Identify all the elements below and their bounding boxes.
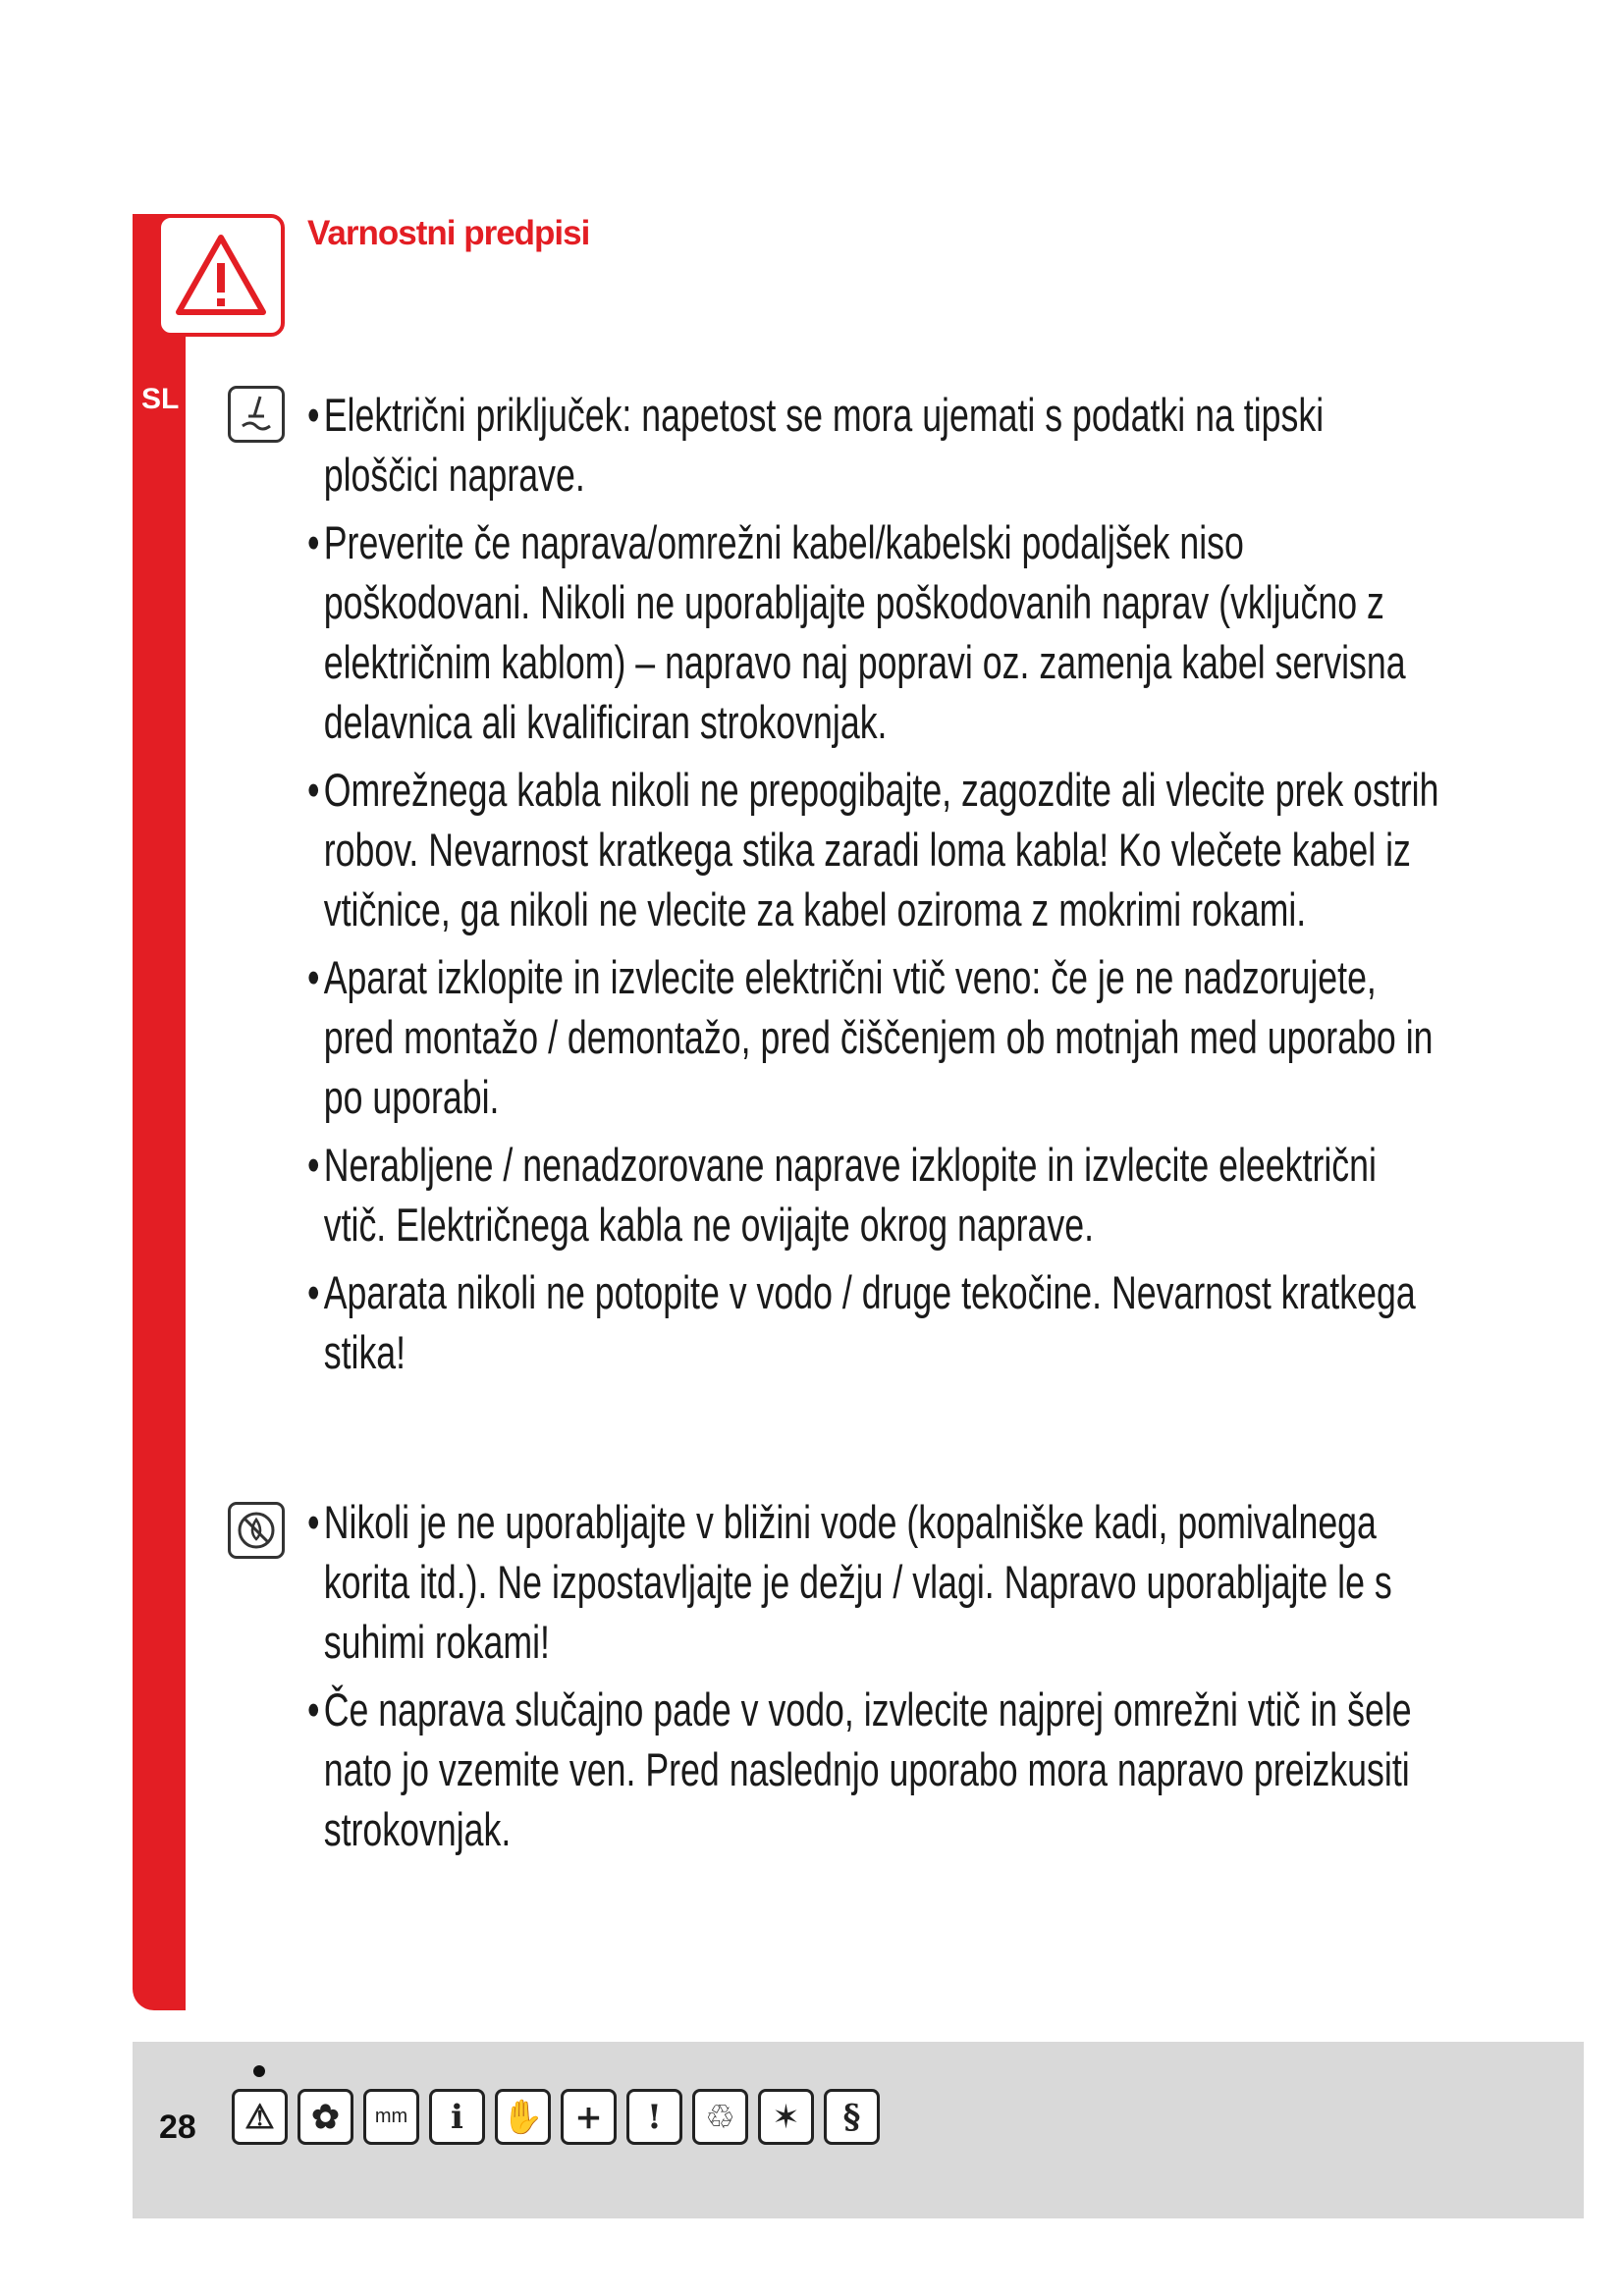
language-tag: SL: [141, 383, 180, 415]
sparkle-icon[interactable]: ✶: [758, 2089, 814, 2145]
page-number: 28: [159, 2109, 196, 2146]
warning-icon[interactable]: ⚠: [232, 2089, 288, 2145]
list-item: • Nikoli je ne uporabljajte v bližini vode (kopalniške kadi, pomivalnega korita itd.). Ne izpostavljajte je dežju / vlagi. Napravo uporabljajte le s suhimi rokami!: [307, 1492, 1443, 1672]
list-item: • Omrežnega kabla nikoli ne prepogibajte, zagozdite ali vlecite prek ostrih robov. Nevarnost kratkega stika zaradi loma kabla! Ko vlečete kabel iz vtičnice, ga nikoli ne vlecite za kabel oziroma z mokrimi rokami.: [307, 760, 1443, 939]
list-item: • Aparata nikoli ne potopite v vodo / druge tekočine. Nevarnost kratkega stika!: [307, 1262, 1443, 1382]
exclamation-icon[interactable]: !: [626, 2089, 682, 2145]
list-item: • Nerabljene / nenadzorovane naprave izklopite in izvlecite eleektrični vtič. Električnega kabla ne ovijajte okrog naprave.: [307, 1135, 1443, 1255]
active-indicator-dot: [253, 2065, 265, 2077]
list-item: • Aparat izklopite in izvlecite električni vtič veno: če je ne nadzorujete, pred montažo / demontažo, pred čiščenjem ob motnjah med uporabo in po uporabi.: [307, 947, 1443, 1127]
electrical-safety-block: [307, 385, 1439, 1390]
no-water-icon: [228, 1502, 285, 1559]
warning-triangle-icon: [169, 226, 273, 326]
section-icon[interactable]: §: [824, 2089, 880, 2145]
ruler-icon[interactable]: mm: [363, 2089, 419, 2145]
plug-icon: [228, 386, 285, 443]
footer-nav-icons: [232, 2089, 880, 2145]
hand-icon[interactable]: ✋: [495, 2089, 551, 2145]
section-title: Varnostni predpisi: [307, 214, 590, 252]
water-safety-block: [307, 1492, 1436, 1867]
list-item: • Če naprava slučajno pade v vodo, izvlecite najprej omrežni vtič in šele nato jo vzemite ven. Pred naslednjo uporabo mora napravo preizkusiti strokovnjak.: [307, 1680, 1443, 1859]
list-item: • Električni priključek: napetost se mora ujemati s podatki na tipski ploščici naprave.: [307, 385, 1443, 505]
recycle-icon[interactable]: ♲: [692, 2089, 748, 2145]
flower-icon[interactable]: ✿: [298, 2089, 353, 2145]
section-warning-badge: [157, 214, 285, 337]
plus-icon[interactable]: +: [561, 2089, 617, 2145]
list-item: • Preverite če naprava/omrežni kabel/kabelski podaljšek niso poškodovani. Nikoli ne uporabljajte poškodovanih naprav (vključno z električnim kablom) – napravo naj popravi oz. zamenja kabel servisna delavnica ali kvalificiran strokovnjak.: [307, 512, 1443, 752]
side-red-bar: [133, 214, 186, 2010]
info-icon[interactable]: i: [429, 2089, 485, 2145]
